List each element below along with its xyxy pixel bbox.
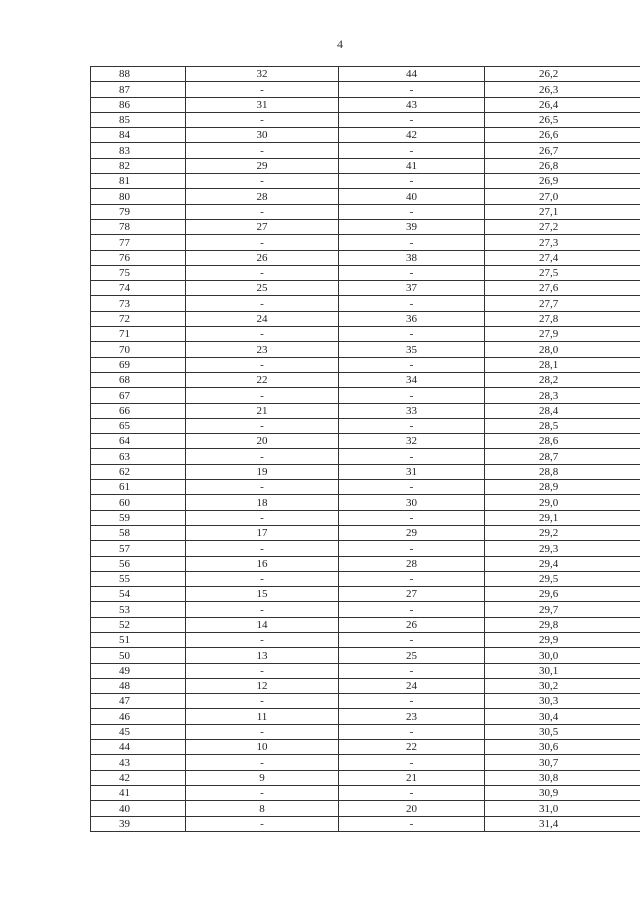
table-row (91, 372, 640, 387)
table-row (91, 342, 640, 357)
value-c-cell: 26,7 (485, 143, 640, 158)
value-c-cell: 30,2 (485, 678, 640, 693)
value-a-cell: 9 (186, 770, 339, 785)
value-a-cell: 17 (186, 525, 339, 540)
table-row (91, 678, 640, 693)
table-row (91, 587, 640, 602)
value-c-cell: 27,9 (485, 327, 640, 342)
value-b-cell: - (339, 82, 485, 97)
value-a-cell: 14 (186, 617, 339, 632)
score-cell: 71 (91, 327, 186, 342)
table-row (91, 648, 640, 663)
value-a-cell: 32 (186, 67, 339, 82)
value-a-cell: - (186, 480, 339, 495)
page-number: 4 (337, 37, 343, 51)
table-row (91, 434, 640, 449)
value-c-cell: 27,0 (485, 189, 640, 204)
score-cell: 56 (91, 556, 186, 571)
value-b-cell: - (339, 571, 485, 586)
value-a-cell: - (186, 82, 339, 97)
value-b-cell: 22 (339, 740, 485, 755)
score-cell: 49 (91, 663, 186, 678)
score-cell: 76 (91, 250, 186, 265)
value-c-cell: 27,5 (485, 265, 640, 280)
value-a-cell: - (186, 388, 339, 403)
value-c-cell: 26,4 (485, 97, 640, 112)
value-a-cell: 18 (186, 495, 339, 510)
value-c-cell: 26,8 (485, 158, 640, 173)
value-a-cell: 16 (186, 556, 339, 571)
value-b-cell: - (339, 204, 485, 219)
table-row (91, 311, 640, 326)
value-a-cell: - (186, 602, 339, 617)
value-a-cell: - (186, 816, 339, 831)
score-cell: 54 (91, 587, 186, 602)
value-a-cell: - (186, 265, 339, 280)
value-b-cell: - (339, 418, 485, 433)
value-c-cell: 26,3 (485, 82, 640, 97)
value-c-cell: 27,1 (485, 204, 640, 219)
value-a-cell: - (186, 112, 339, 127)
value-c-cell: 30,9 (485, 785, 640, 800)
table-row (91, 189, 640, 204)
value-b-cell: 40 (339, 189, 485, 204)
value-b-cell: 41 (339, 158, 485, 173)
score-cell: 61 (91, 480, 186, 495)
score-cell: 57 (91, 541, 186, 556)
value-c-cell: 27,4 (485, 250, 640, 265)
value-b-cell: 25 (339, 648, 485, 663)
value-a-cell: - (186, 357, 339, 372)
value-a-cell: - (186, 449, 339, 464)
value-a-cell: - (186, 296, 339, 311)
score-cell: 81 (91, 174, 186, 189)
value-b-cell: - (339, 694, 485, 709)
score-cell: 87 (91, 82, 186, 97)
value-c-cell: 29,2 (485, 525, 640, 540)
table-row (91, 632, 640, 647)
table-row (91, 296, 640, 311)
table-row (91, 235, 640, 250)
value-b-cell: 30 (339, 495, 485, 510)
score-cell: 78 (91, 219, 186, 234)
value-c-cell: 29,7 (485, 602, 640, 617)
value-a-cell: 11 (186, 709, 339, 724)
table-row (91, 97, 640, 112)
table-row (91, 617, 640, 632)
score-cell: 85 (91, 112, 186, 127)
table-row (91, 694, 640, 709)
value-c-cell: 29,5 (485, 571, 640, 586)
table-row (91, 602, 640, 617)
value-c-cell: 26,9 (485, 174, 640, 189)
score-cell: 67 (91, 388, 186, 403)
value-a-cell: 15 (186, 587, 339, 602)
score-cell: 60 (91, 495, 186, 510)
value-b-cell: 24 (339, 678, 485, 693)
table-row (91, 709, 640, 724)
value-c-cell: 28,6 (485, 434, 640, 449)
score-cell: 51 (91, 632, 186, 647)
score-table-body (91, 67, 640, 832)
value-b-cell: 42 (339, 128, 485, 143)
score-cell: 86 (91, 97, 186, 112)
score-cell: 83 (91, 143, 186, 158)
value-b-cell: - (339, 510, 485, 525)
value-a-cell: 23 (186, 342, 339, 357)
value-a-cell: - (186, 510, 339, 525)
score-cell: 65 (91, 418, 186, 433)
value-c-cell: 29,3 (485, 541, 640, 556)
table-row (91, 525, 640, 540)
value-b-cell: 32 (339, 434, 485, 449)
value-b-cell: - (339, 174, 485, 189)
score-cell: 82 (91, 158, 186, 173)
value-b-cell: - (339, 235, 485, 250)
value-c-cell: 26,5 (485, 112, 640, 127)
score-cell: 58 (91, 525, 186, 540)
value-b-cell: 28 (339, 556, 485, 571)
table-row (91, 556, 640, 571)
score-cell: 66 (91, 403, 186, 418)
value-b-cell: - (339, 265, 485, 280)
score-cell: 84 (91, 128, 186, 143)
table-row (91, 464, 640, 479)
table-row (91, 112, 640, 127)
value-b-cell: 26 (339, 617, 485, 632)
value-a-cell: - (186, 327, 339, 342)
score-cell: 50 (91, 648, 186, 663)
value-a-cell: - (186, 541, 339, 556)
table-row (91, 801, 640, 816)
table-row (91, 480, 640, 495)
value-a-cell: - (186, 724, 339, 739)
score-cell: 63 (91, 449, 186, 464)
table-row (91, 250, 640, 265)
score-cell: 77 (91, 235, 186, 250)
score-cell: 45 (91, 724, 186, 739)
value-c-cell: 29,1 (485, 510, 640, 525)
value-c-cell: 28,1 (485, 357, 640, 372)
table-row (91, 816, 640, 831)
score-cell: 72 (91, 311, 186, 326)
score-cell: 44 (91, 740, 186, 755)
score-cell: 40 (91, 801, 186, 816)
value-c-cell: 30,0 (485, 648, 640, 663)
score-cell: 55 (91, 571, 186, 586)
value-c-cell: 27,8 (485, 311, 640, 326)
value-c-cell: 29,4 (485, 556, 640, 571)
value-c-cell: 27,3 (485, 235, 640, 250)
value-b-cell: 23 (339, 709, 485, 724)
value-b-cell: - (339, 112, 485, 127)
table-row (91, 388, 640, 403)
table-row (91, 265, 640, 280)
value-b-cell: 21 (339, 770, 485, 785)
value-c-cell: 30,4 (485, 709, 640, 724)
score-cell: 47 (91, 694, 186, 709)
value-b-cell: - (339, 388, 485, 403)
value-b-cell: 38 (339, 250, 485, 265)
value-c-cell: 27,7 (485, 296, 640, 311)
value-b-cell: - (339, 724, 485, 739)
value-a-cell: - (186, 571, 339, 586)
value-c-cell: 29,8 (485, 617, 640, 632)
value-a-cell: - (186, 204, 339, 219)
value-c-cell: 30,7 (485, 755, 640, 770)
value-a-cell: 22 (186, 372, 339, 387)
value-a-cell: 27 (186, 219, 339, 234)
table-row (91, 143, 640, 158)
value-c-cell: 26,2 (485, 67, 640, 82)
table-row (91, 418, 640, 433)
table-row (91, 128, 640, 143)
score-cell: 39 (91, 816, 186, 831)
value-a-cell: 20 (186, 434, 339, 449)
value-c-cell: 31,4 (485, 816, 640, 831)
score-cell: 59 (91, 510, 186, 525)
value-a-cell: 30 (186, 128, 339, 143)
value-c-cell: 30,5 (485, 724, 640, 739)
table-row (91, 403, 640, 418)
value-c-cell: 29,9 (485, 632, 640, 647)
value-a-cell: - (186, 694, 339, 709)
score-cell: 42 (91, 770, 186, 785)
value-b-cell: - (339, 357, 485, 372)
value-a-cell: 31 (186, 97, 339, 112)
value-b-cell: 43 (339, 97, 485, 112)
score-cell: 46 (91, 709, 186, 724)
value-c-cell: 30,3 (485, 694, 640, 709)
value-a-cell: 8 (186, 801, 339, 816)
value-b-cell: - (339, 755, 485, 770)
value-c-cell: 28,0 (485, 342, 640, 357)
value-b-cell: 29 (339, 525, 485, 540)
score-cell: 79 (91, 204, 186, 219)
value-b-cell: 27 (339, 587, 485, 602)
value-b-cell: - (339, 602, 485, 617)
value-a-cell: 26 (186, 250, 339, 265)
score-cell: 69 (91, 357, 186, 372)
value-b-cell: - (339, 327, 485, 342)
value-b-cell: - (339, 663, 485, 678)
score-cell: 75 (91, 265, 186, 280)
value-a-cell: - (186, 785, 339, 800)
value-a-cell: 29 (186, 158, 339, 173)
value-c-cell: 30,1 (485, 663, 640, 678)
score-cell: 68 (91, 372, 186, 387)
value-b-cell: 20 (339, 801, 485, 816)
table-row (91, 740, 640, 755)
value-c-cell: 28,4 (485, 403, 640, 418)
value-b-cell: - (339, 632, 485, 647)
score-cell: 43 (91, 755, 186, 770)
value-c-cell: 30,8 (485, 770, 640, 785)
value-c-cell: 26,6 (485, 128, 640, 143)
value-b-cell: - (339, 785, 485, 800)
value-b-cell: 33 (339, 403, 485, 418)
value-c-cell: 30,6 (485, 740, 640, 755)
table-row (91, 67, 640, 82)
value-c-cell: 28,2 (485, 372, 640, 387)
table-row (91, 724, 640, 739)
score-cell: 88 (91, 67, 186, 82)
value-a-cell: 28 (186, 189, 339, 204)
value-b-cell: - (339, 449, 485, 464)
value-a-cell: - (186, 143, 339, 158)
value-b-cell: 31 (339, 464, 485, 479)
value-c-cell: 27,6 (485, 281, 640, 296)
value-a-cell: 25 (186, 281, 339, 296)
value-b-cell: 44 (339, 67, 485, 82)
score-cell: 52 (91, 617, 186, 632)
table-row (91, 541, 640, 556)
table-row (91, 158, 640, 173)
table-row (91, 327, 640, 342)
value-c-cell: 28,5 (485, 418, 640, 433)
score-cell: 53 (91, 602, 186, 617)
table-row (91, 219, 640, 234)
value-a-cell: - (186, 632, 339, 647)
value-a-cell: - (186, 418, 339, 433)
table-row (91, 281, 640, 296)
value-b-cell: 35 (339, 342, 485, 357)
value-c-cell: 28,3 (485, 388, 640, 403)
value-a-cell: 13 (186, 648, 339, 663)
table-row (91, 755, 640, 770)
score-cell: 64 (91, 434, 186, 449)
table-row (91, 495, 640, 510)
value-b-cell: - (339, 541, 485, 556)
value-c-cell: 28,7 (485, 449, 640, 464)
table-row (91, 174, 640, 189)
value-c-cell: 31,0 (485, 801, 640, 816)
value-c-cell: 27,2 (485, 219, 640, 234)
score-cell: 74 (91, 281, 186, 296)
value-b-cell: - (339, 816, 485, 831)
score-cell: 80 (91, 189, 186, 204)
table-row (91, 82, 640, 97)
value-a-cell: - (186, 663, 339, 678)
value-b-cell: - (339, 296, 485, 311)
value-b-cell: - (339, 480, 485, 495)
value-a-cell: - (186, 235, 339, 250)
score-cell: 62 (91, 464, 186, 479)
value-a-cell: - (186, 755, 339, 770)
value-a-cell: 24 (186, 311, 339, 326)
value-b-cell: - (339, 143, 485, 158)
score-cell: 48 (91, 678, 186, 693)
value-c-cell: 28,9 (485, 480, 640, 495)
value-b-cell: 39 (339, 219, 485, 234)
value-b-cell: 37 (339, 281, 485, 296)
value-a-cell: - (186, 174, 339, 189)
table-row (91, 663, 640, 678)
value-a-cell: 21 (186, 403, 339, 418)
table-row (91, 510, 640, 525)
table-row (91, 204, 640, 219)
table-row (91, 449, 640, 464)
table-row (91, 770, 640, 785)
value-a-cell: 12 (186, 678, 339, 693)
value-b-cell: 34 (339, 372, 485, 387)
score-cell: 73 (91, 296, 186, 311)
score-cell: 70 (91, 342, 186, 357)
value-c-cell: 28,8 (485, 464, 640, 479)
value-b-cell: 36 (339, 311, 485, 326)
table-row (91, 571, 640, 586)
value-a-cell: 19 (186, 464, 339, 479)
value-c-cell: 29,0 (485, 495, 640, 510)
table-row (91, 357, 640, 372)
table-row (91, 785, 640, 800)
value-c-cell: 29,6 (485, 587, 640, 602)
value-a-cell: 10 (186, 740, 339, 755)
score-cell: 41 (91, 785, 186, 800)
score-table (90, 66, 640, 832)
